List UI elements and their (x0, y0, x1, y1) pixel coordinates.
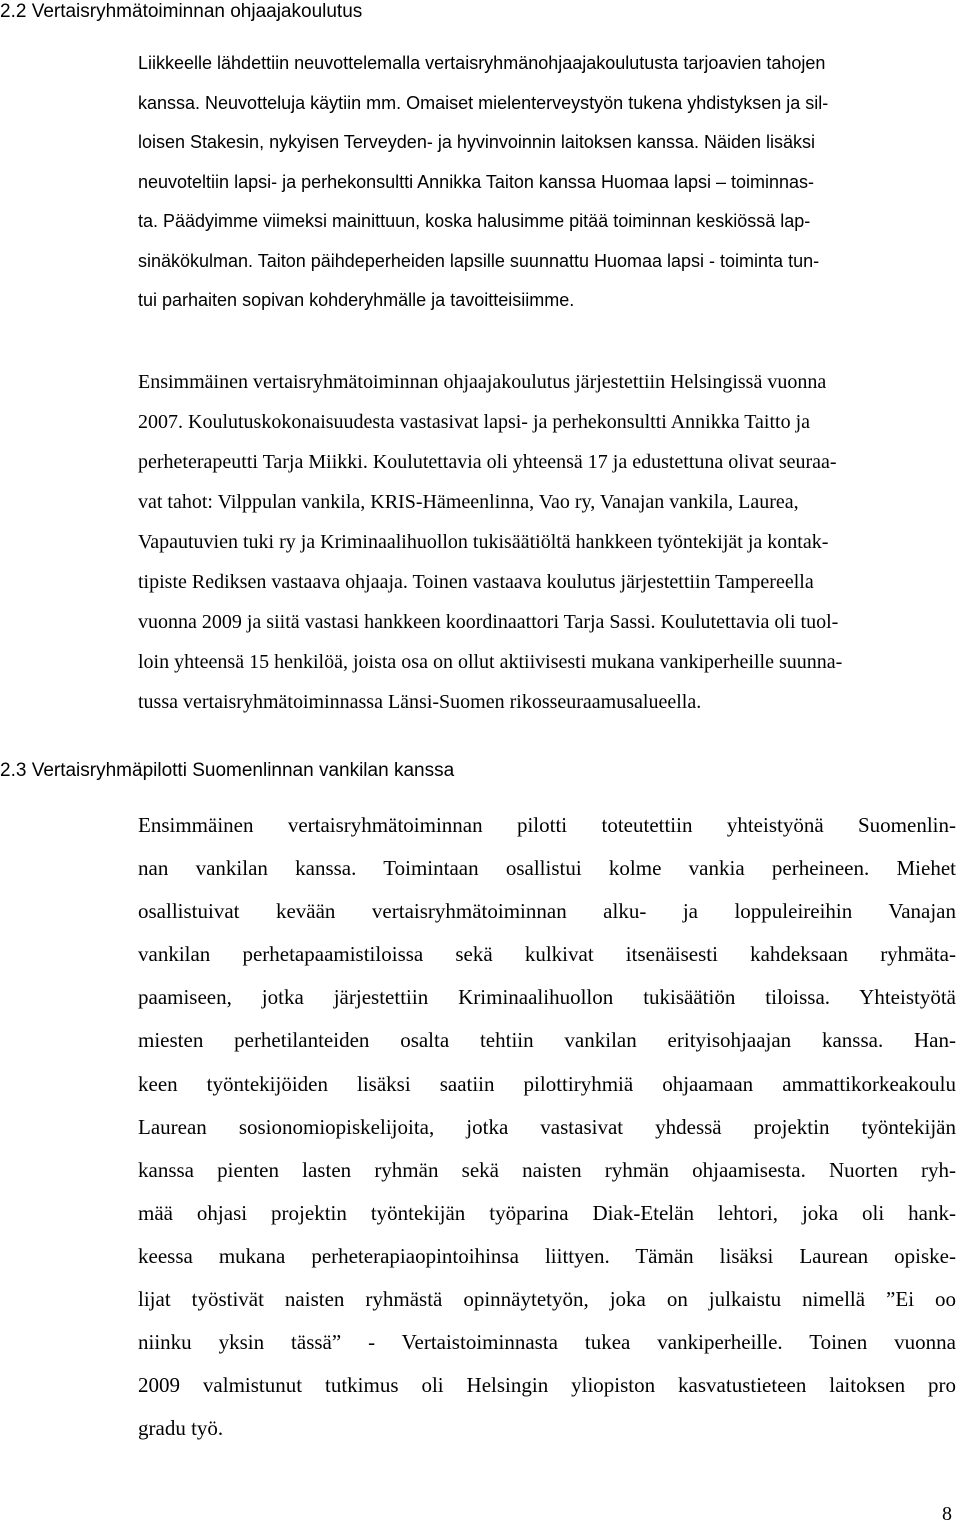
text-line: tui parhaiten sopivan kohderyhmälle ja tavoitteisiimme. (138, 290, 575, 310)
text-line: tipiste Rediksen vastaava ohjaaja. Toinen vastaava koulutus järjestettiin Tampereella (138, 571, 814, 593)
text-line: nan vankilan kanssa. Toimintaan osallistui kolme vankia perheineen. Miehet (138, 856, 956, 881)
text-line: ta. Päädyimme viimeksi mainittuun, koska halusimme pitää toiminnan keskiössä lap- (138, 211, 811, 231)
section-heading-2-3: 2.3 Vertaisryhmäpilotti Suomenlinnan vankilan kanssa (0, 760, 455, 781)
text-line: vuonna 2009 ja siitä vastasi hankkeen koordinaattori Tarja Sassi. Koulutettavia oli tuol- (138, 611, 839, 633)
text-line: loin yhteensä 15 henkilöä, joista osa on ollut aktiivisesti mukana vankiperheille suunna- (138, 651, 843, 673)
text-line: vankilan perhetapaamistiloissa sekä kulkivat itsenäisesti kahdeksaan ryhmäta- (138, 942, 956, 967)
text-line: Liikkeelle lähdettiin neuvottelemalla vertaisryhmänohjaajakoulutusta tarjoavien tahojen (138, 53, 826, 73)
paragraph-trainings (138, 362, 842, 722)
text-line: Laurean sosionomiopiskelijoita, jotka vastasivat yhdessä projektin työntekijän (138, 1114, 956, 1139)
paragraph-negotiations (138, 44, 828, 321)
text-line: keen työntekijöiden lisäksi saatiin pilottiryhmiä ohjaamaan ammattikorkeakoulu (138, 1071, 956, 1096)
text-line: miesten perhetilanteiden osalta tehtiin vankilan erityisohjaajan kanssa. Han- (138, 1028, 956, 1053)
text-line: keessa mukana perheterapiaopintoihinsa liittyen. Tämän lisäksi Laurean opiske- (138, 1243, 956, 1268)
text-line: osallistuivat kevään vertaisryhmätoiminnan alku- ja loppuleireihin Vanajan (138, 899, 956, 924)
section-heading-2-2: 2.2 Vertaisryhmätoiminnan ohjaajakoulutus (0, 1, 363, 22)
text-line: 2009 valmistunut tutkimus oli Helsingin yliopiston kasvatustieteen laitoksen pro (138, 1373, 956, 1398)
text-line: loisen Stakesin, nykyisen Terveyden- ja hyvinvoinnin laitoksen kanssa. Näiden lisäksi (138, 132, 816, 152)
text-line: gradu työ. (138, 1416, 224, 1441)
text-line: paamiseen, jotka järjestettiin Kriminaalihuollon tukisäätiön tiloissa. Yhteistyötä (138, 985, 956, 1010)
text-line: perheterapeutti Tarja Miikki. Koulutettavia oli yhteensä 17 ja edustettuna olivat seuraa- (138, 451, 837, 473)
text-line: sinäkökulman. Taiton päihdeperheiden lapsille suunnattu Huomaa lapsi - toiminta tun- (138, 250, 820, 271)
text-line: tussa vertaisryhmätoiminnassa Länsi-Suomen rikosseuraamusalueella. (138, 691, 702, 713)
page-number: 8 (942, 1503, 952, 1525)
text-line: Ensimmäinen vertaisryhmätoiminnan ohjaajakoulutus järjestettiin Helsingissä vuonna (138, 371, 827, 393)
text-line: niinku yksin tässä” - Vertaistoiminnasta tukea vankiperheille. Toinen vuonna (138, 1330, 956, 1355)
text-line: neuvoteltiin lapsi- ja perhekonsultti Annikka Taiton kanssa Huomaa lapsi – toiminnas- (138, 171, 815, 192)
text-line: Ensimmäinen vertaisryhmätoiminnan pilotti toteutettiin yhteistyönä Suomenlin- (138, 813, 956, 837)
text-line: mää ohjasi projektin työntekijän työparina Diak-Etelän lehtori, joka oli hank- (138, 1200, 956, 1225)
text-line: lijat työstivät naisten ryhmästä opinnäytetyön, joka on julkaistu nimellä ”Ei oo (138, 1287, 956, 1312)
text-line: 2007. Koulutuskokonaisuudesta vastasivat lapsi- ja perhekonsultti Annikka Taitto ja (138, 411, 811, 433)
text-line: kanssa pienten lasten ryhmän sekä naisten ryhmän ohjaamisesta. Nuorten ryh- (138, 1157, 956, 1182)
text-line: vat tahot: Vilppulan vankila, KRIS-Hämeenlinna, Vao ry, Vanajan vankila, Laurea, (138, 491, 799, 513)
paragraph-pilot (138, 804, 956, 1450)
text-line: kanssa. Neuvotteluja käytiin mm. Omaiset mielenterveystyön tukena yhdistyksen ja sil- (138, 92, 829, 113)
text-line: Vapautuvien tuki ry ja Kriminaalihuollon tukisäätiöltä hankkeen työntekijät ja kontak- (138, 531, 829, 553)
